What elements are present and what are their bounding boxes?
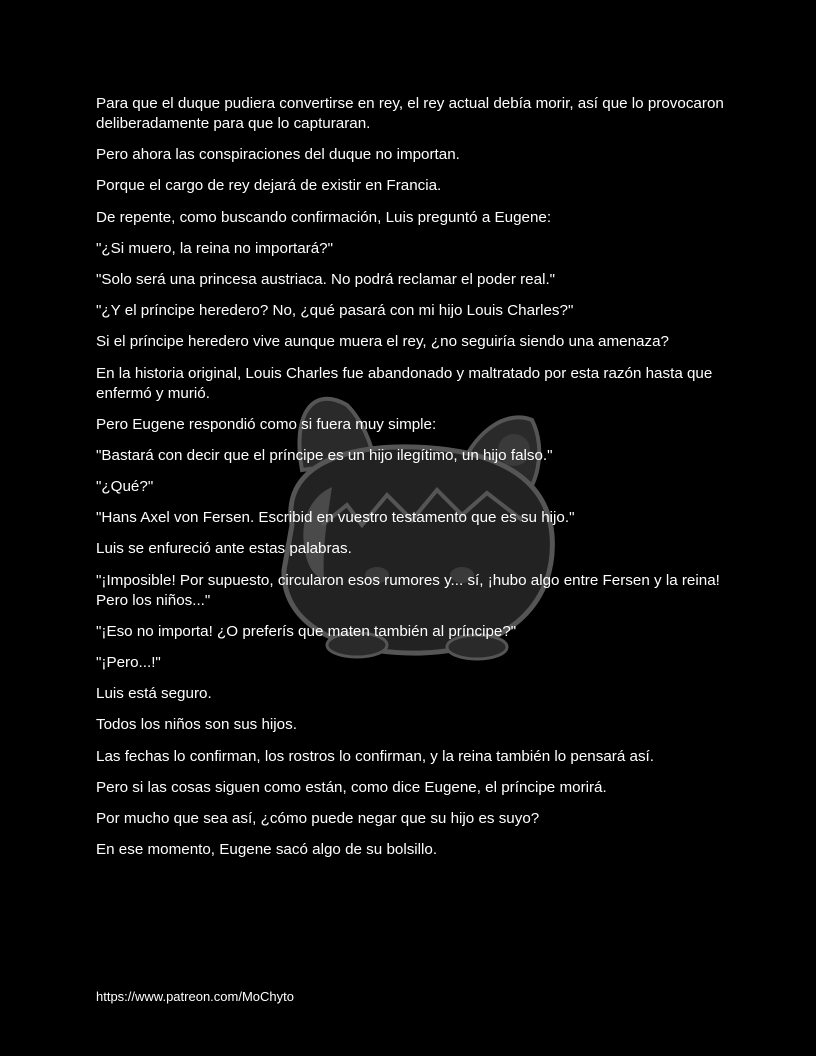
paragraph: Porque el cargo de rey dejará de existir en Francia. <box>96 177 442 195</box>
paragraph: Pero si las cosas siguen como están, como dice Eugene, el príncipe morirá. <box>96 778 607 796</box>
paragraph: De repente, como buscando confirmación, Luis preguntó a Eugene: <box>96 208 552 226</box>
paragraph: Luis está seguro. <box>96 685 212 703</box>
patreon-link[interactable]: https://www.patreon.com/MoChyto <box>96 989 294 1004</box>
paragraph: Para que el duque pudiera convertirse en rey, el rey actual debía morir, así que lo provocaron deliberadamente para que lo capturaran. <box>96 95 724 132</box>
paragraph: Por mucho que sea así, ¿cómo puede negar que su hijo es suyo? <box>96 809 540 827</box>
paragraph: En ese momento, Eugene sacó algo de su bolsillo. <box>96 841 438 859</box>
paragraph: "¡Eso no importa! ¿O preferís que maten también al príncipe?" <box>96 622 517 640</box>
paragraph: "¡Imposible! Por supuesto, circularon esos rumores y... sí, ¡hubo algo entre Fersen y la reina! Pero los niños..." <box>96 571 720 609</box>
paragraph: En la historia original, Louis Charles fue abandonado y maltratado por esta razón hasta que enfermó y murió. <box>96 364 713 402</box>
paragraph: Pero Eugene respondió como si fuera muy simple: <box>96 415 437 433</box>
paragraph: Si el príncipe heredero vive aunque muera el rey, ¿no seguiría siendo una amenaza? <box>96 333 669 351</box>
document-body <box>96 94 736 871</box>
paragraph: "Solo será una princesa austriaca. No podrá reclamar el poder real." <box>96 270 556 288</box>
paragraph: "¿Qué?" <box>96 478 154 496</box>
paragraph: "Bastará con decir que el príncipe es un hijo ilegítimo, un hijo falso." <box>96 446 553 464</box>
paragraph: Todos los niños son sus hijos. <box>96 716 297 734</box>
paragraph: Las fechas lo confirman, los rostros lo confirman, y la reina también lo pensará así. <box>96 747 654 765</box>
paragraph: "¿Y el príncipe heredero? No, ¿qué pasará con mi hijo Louis Charles?" <box>96 302 574 320</box>
paragraph: "¡Pero...!" <box>96 654 161 671</box>
paragraph: Pero ahora las conspiraciones del duque no importan. <box>96 146 460 164</box>
paragraph: "¿Si muero, la reina no importará?" <box>96 239 334 257</box>
paragraph: "Hans Axel von Fersen. Escribid en vuestro testamento que es su hijo." <box>96 509 575 527</box>
paragraph: Luis se enfureció ante estas palabras. <box>96 540 352 558</box>
